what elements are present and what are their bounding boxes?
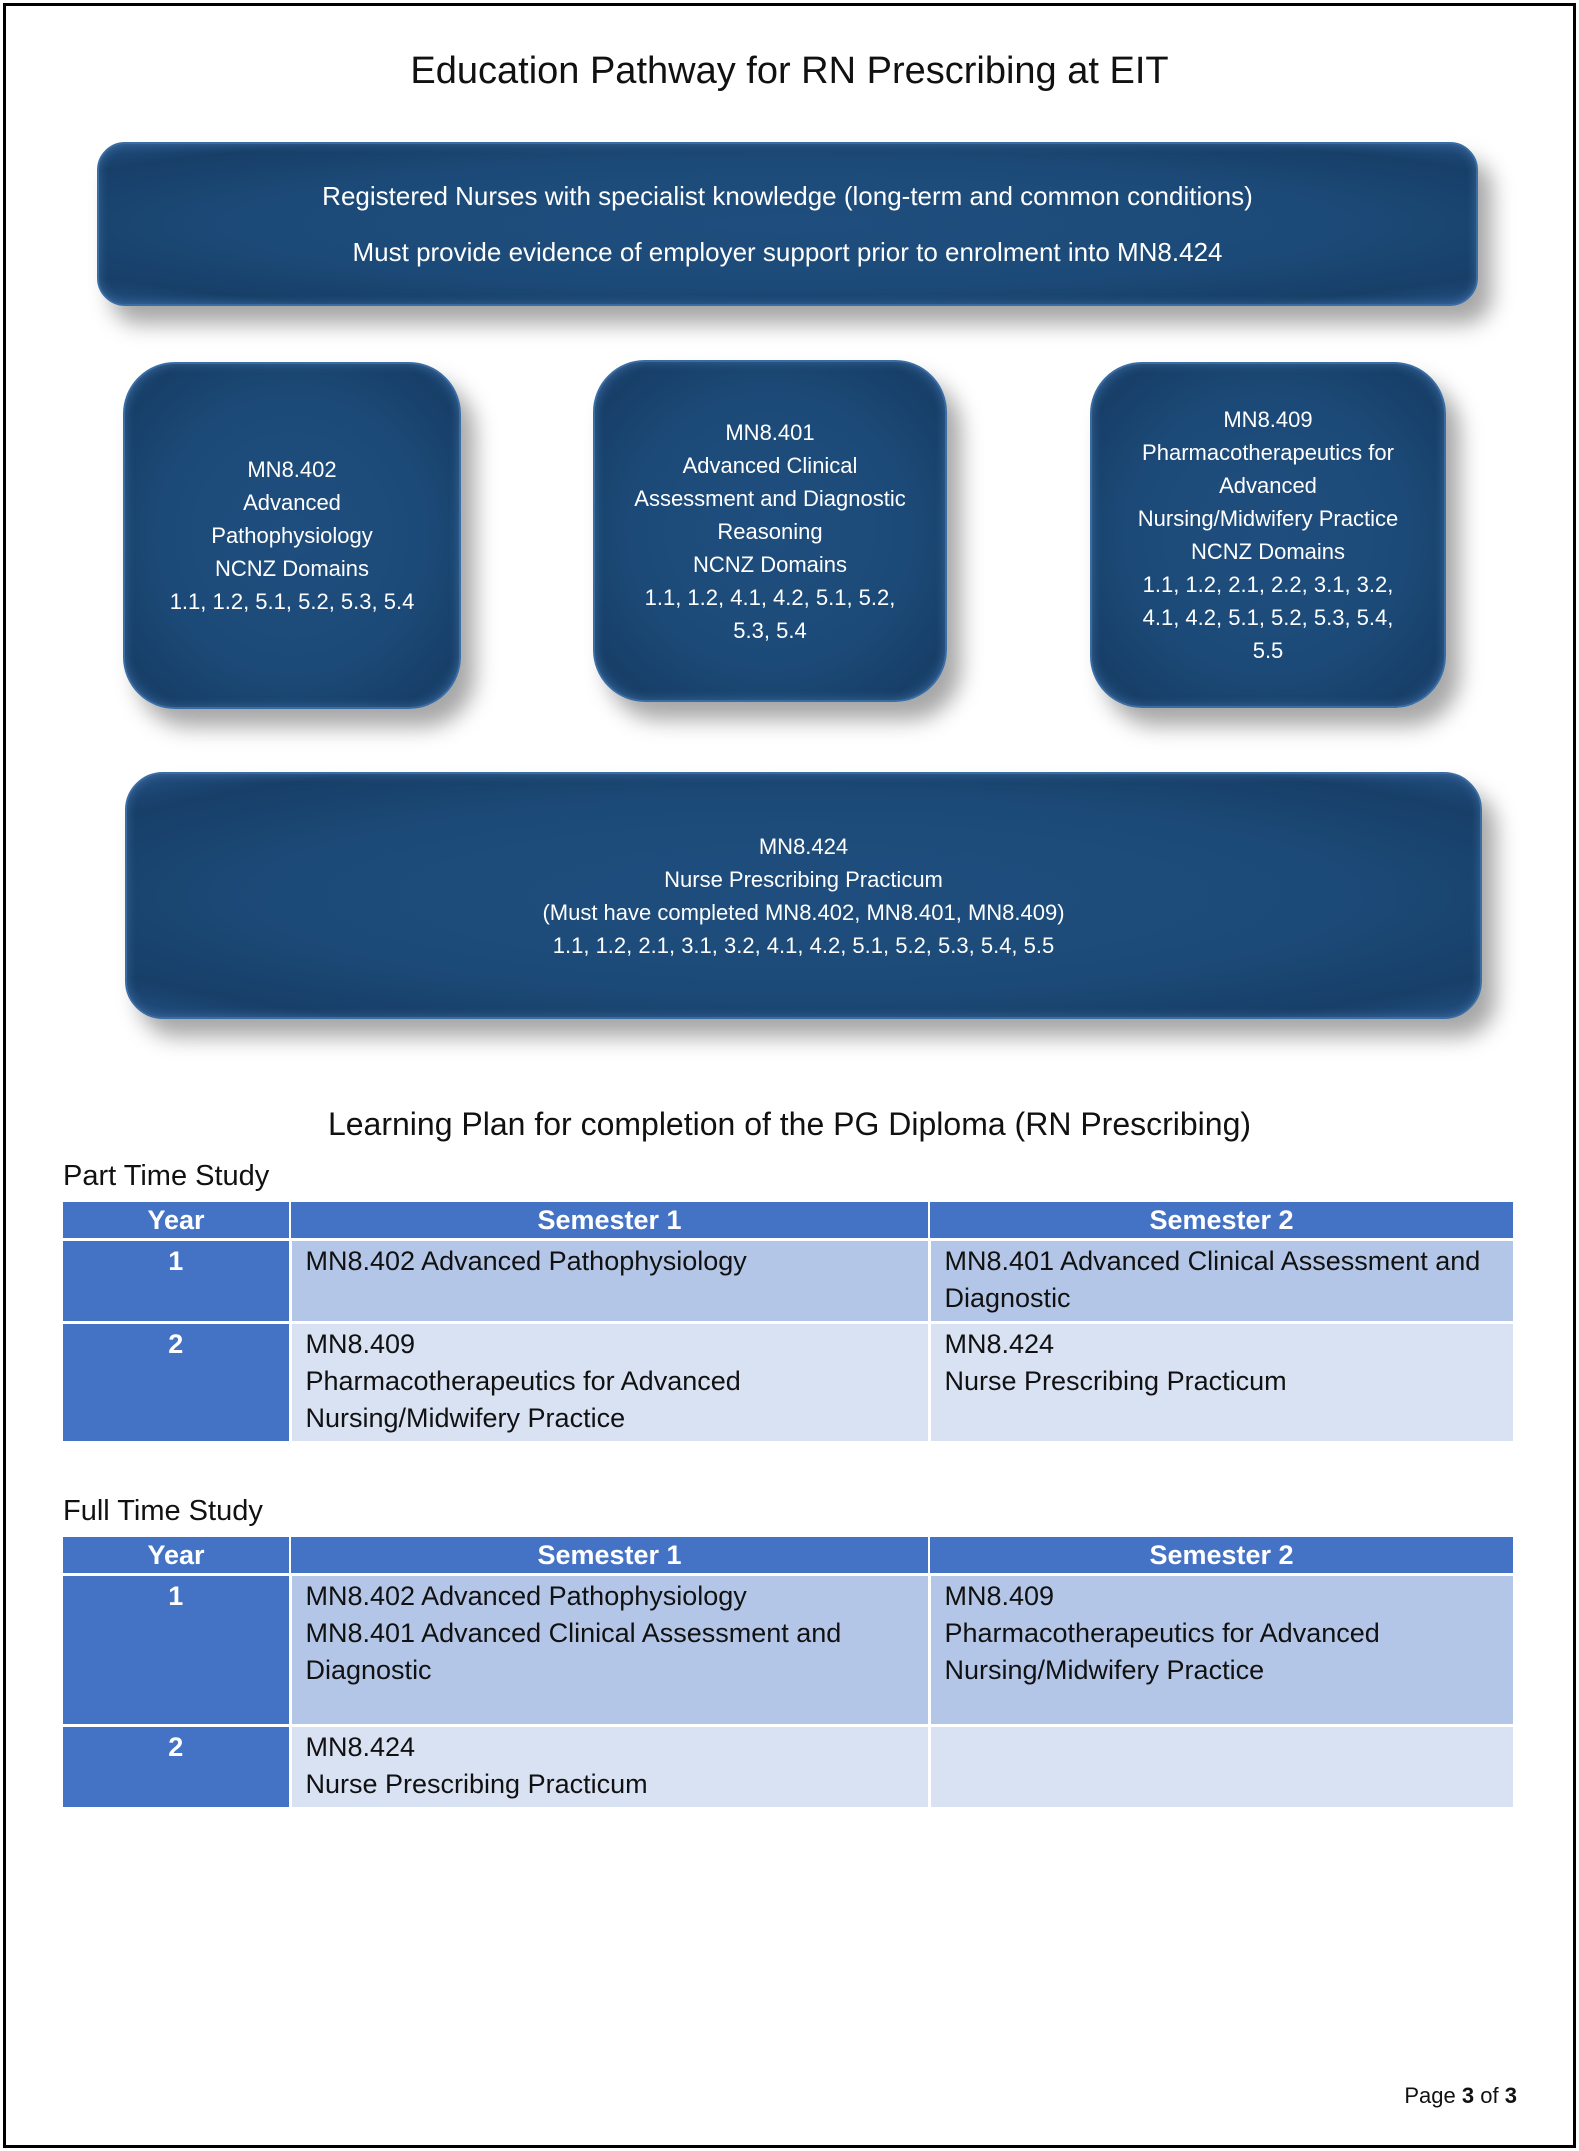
cell-line: Pharmacotherapeutics for Advanced (944, 1618, 1380, 1648)
table-header-row (63, 1202, 1513, 1240)
module-line: 4.1, 4.2, 5.1, 5.2, 5.3, 5.4, (1142, 605, 1394, 630)
page-prefix: Page (1404, 2083, 1456, 2108)
cell-line: MN8.402 Advanced Pathophysiology (305, 1246, 747, 1276)
semester-2-cell (929, 1726, 1513, 1808)
practicum-line: 1.1, 1.2, 2.1, 3.1, 3.2, 4.1, 4.2, 5.1, 5.2, 5.3, 5.4, 5.5 (552, 932, 1055, 958)
year-cell: 2 (63, 1726, 290, 1808)
module-line: MN8.402 (247, 457, 337, 482)
module-line: 5.3, 5.4 (733, 617, 807, 643)
header-semester-2: Semester 2 (929, 1537, 1513, 1575)
table-row (63, 1323, 1513, 1442)
page-of: of (1480, 2083, 1499, 2108)
year-cell: 1 (63, 1575, 290, 1726)
cell-line: MN8.409 (944, 1581, 1055, 1611)
cell-line: Nurse Prescribing Practicum (305, 1769, 648, 1799)
page-title: Education Pathway for RN Prescribing at EIT (410, 50, 1169, 92)
module-line: Advanced (243, 490, 341, 515)
semester-1-cell (290, 1323, 929, 1442)
semester-2-cell (929, 1575, 1513, 1726)
table-row (63, 1575, 1513, 1726)
entry-line-2: Must provide evidence of employer support prior to enrolment into MN8.424 (352, 237, 1223, 267)
cell-line: Nursing/Midwifery Practice (305, 1403, 626, 1433)
cell-line: Nursing/Midwifery Practice (944, 1655, 1265, 1685)
module-line: 1.1, 1.2, 4.1, 4.2, 5.1, 5.2, (644, 584, 896, 610)
part-time-label: Part Time Study (63, 1160, 270, 1192)
practicum-box-mn8-424 (125, 772, 1482, 1019)
cell-line: Nurse Prescribing Practicum (944, 1366, 1287, 1396)
cell-line: MN8.409 (305, 1329, 416, 1359)
module-line: NCNZ Domains (692, 551, 848, 577)
module-line: NCNZ Domains (214, 556, 370, 581)
practicum-line: MN8.424 (758, 833, 849, 859)
semester-2-cell (929, 1323, 1513, 1442)
page-border (3, 3, 1576, 2148)
cell-line: Diagnostic (944, 1283, 1071, 1313)
header-semester-2: Semester 2 (929, 1202, 1513, 1240)
entry-requirements-box (97, 142, 1478, 306)
cell-line: MN8.424 (305, 1732, 416, 1762)
module-line: 5.5 (1252, 638, 1284, 663)
entry-line-1: Registered Nurses with specialist knowledge (long-term and common conditions) (322, 181, 1253, 211)
module-line: MN8.409 (1223, 407, 1313, 432)
module-line: NCNZ Domains (1190, 539, 1346, 564)
semester-1-cell (290, 1726, 929, 1808)
year-cell: 1 (63, 1240, 290, 1323)
table-row (63, 1726, 1513, 1808)
semester-1-cell (290, 1240, 929, 1323)
module-line: Pharmacotherapeutics for (1142, 440, 1394, 465)
module-line: Reasoning (717, 518, 823, 544)
cell-line: MN8.402 Advanced Pathophysiology (305, 1581, 747, 1611)
module-line: Nursing/Midwifery Practice (1137, 506, 1399, 531)
full-time-table (63, 1537, 1513, 1807)
table-header-row (63, 1537, 1513, 1575)
table-row (63, 1240, 1513, 1323)
cell-line: MN8.401 Advanced Clinical Assessment and (944, 1246, 1481, 1276)
header-year: Year (63, 1202, 290, 1240)
module-line: MN8.401 (725, 419, 815, 445)
semester-2-cell (929, 1240, 1513, 1323)
header-year: Year (63, 1537, 290, 1575)
practicum-line: (Must have completed MN8.402, MN8.401, MN8.409) (542, 899, 1065, 925)
cell-line: Pharmacotherapeutics for Advanced (305, 1366, 741, 1396)
year-cell: 2 (63, 1323, 290, 1442)
cell-line: MN8.424 (944, 1329, 1055, 1359)
page-number (1404, 2083, 1517, 2109)
module-box-mn8-401 (593, 360, 947, 702)
full-time-label: Full Time Study (63, 1495, 263, 1527)
module-box-mn8-409 (1090, 362, 1446, 708)
module-line: Advanced (1219, 473, 1317, 498)
semester-1-cell (290, 1575, 929, 1726)
cell-line: Diagnostic (305, 1655, 432, 1685)
practicum-line: Nurse Prescribing Practicum (664, 866, 943, 892)
cell-line: MN8.401 Advanced Clinical Assessment and (305, 1618, 842, 1648)
module-line: Advanced Clinical (682, 452, 858, 478)
header-semester-1: Semester 1 (290, 1537, 929, 1575)
page-total: 3 (1504, 2083, 1517, 2108)
part-time-table (63, 1202, 1513, 1441)
module-line: Assessment and Diagnostic (634, 485, 906, 511)
module-box-mn8-402 (123, 362, 461, 709)
learning-plan-title: Learning Plan for completion of the PG Diploma (RN Prescribing) (327, 1106, 1252, 1142)
page-current: 3 (1461, 2083, 1475, 2108)
header-semester-1: Semester 1 (290, 1202, 929, 1240)
module-line: Pathophysiology (211, 523, 373, 548)
module-line: 1.1, 1.2, 5.1, 5.2, 5.3, 5.4 (169, 589, 415, 614)
module-line: 1.1, 1.2, 2.1, 2.2, 3.1, 3.2, (1142, 572, 1394, 597)
